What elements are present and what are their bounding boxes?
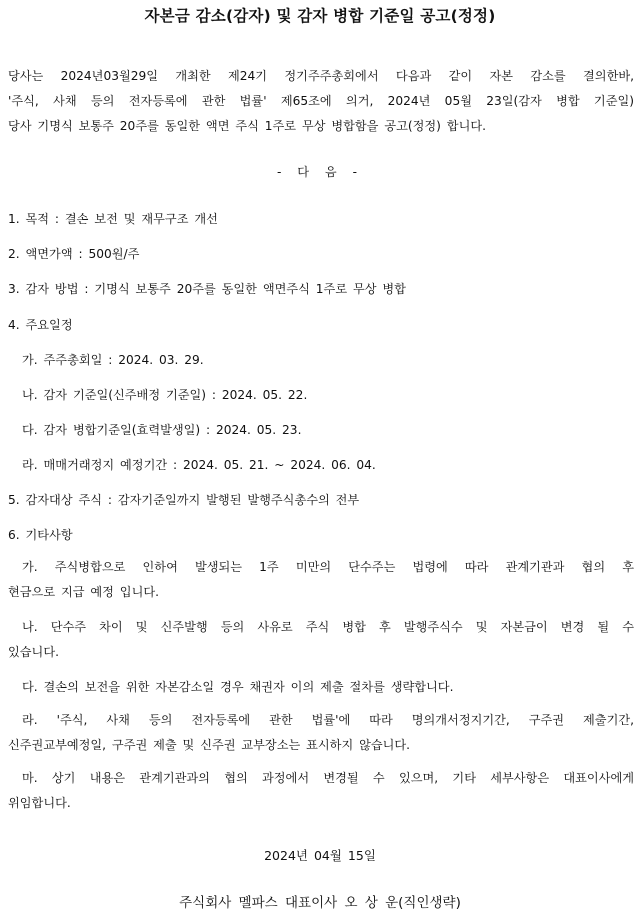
misc-item-ga: 가. 주식병합으로 인하여 발생되는 1주 미만의 단수주는 법령에 따라 관계기관과 협의 후 현금으로 지급 예정 입니다. — [8, 560, 634, 599]
item-schedule-heading: 4. 주요일정 — [8, 318, 73, 332]
schedule-item-meeting-date: 가. 주주총회일 : 2024. 03. 29. — [22, 353, 204, 367]
notice-signer: 주식회사 멜파스 대표이사 오 상 운(직인생략) — [179, 895, 461, 911]
section-divider-heading: - 다 음 - — [277, 165, 363, 179]
notice-title: 자본금 감소(감자) 및 감자 병합 기준일 공고(정정) — [144, 7, 496, 25]
intro-line-3: 당사 기명식 보통주 20주를 동일한 액면 주식 1주로 무상 병합함을 공고(정정) 합니다. — [8, 119, 486, 133]
item-par-value: 2. 액면가액 : 500원/주 — [8, 247, 140, 261]
item-misc-heading: 6. 기타사항 — [8, 528, 73, 542]
notice-date: 2024년 04월 15일 — [264, 848, 376, 863]
schedule-item-trading-halt: 라. 매매거래정지 예정기간 : 2024. 05. 21. ~ 2024. 06. 04. — [22, 458, 376, 472]
misc-item-ma: 마. 상기 내용은 관계기관과의 협의 과정에서 변경될 수 있으며, 기타 세부사항은 대표이사에게 위임합니다. — [8, 771, 634, 810]
misc-item-da: 다. 결손의 보전을 위한 자본감소일 경우 채권자 이의 제출 절차를 생략합니다. — [22, 680, 454, 694]
item-target-shares: 5. 감자대상 주식 : 감자기준일까지 발행된 발행주식총수의 전부 — [8, 493, 360, 507]
item-purpose: 1. 목적 : 결손 보전 및 재무구조 개선 — [8, 212, 218, 226]
misc-item-na: 나. 단수주 차이 및 신주발행 등의 사유로 주식 병합 후 발행주식수 및 자본금이 변경 될 수 있습니다. — [8, 620, 634, 659]
intro-line-2: '주식, 사채 등의 전자등록에 관한 법률' 제65조에 의거, 2024년 05월 23일(감자 병합 기준일) — [8, 94, 634, 108]
schedule-item-record-date: 나. 감자 기준일(신주배정 기준일) : 2024. 05. 22. — [22, 388, 308, 402]
item-method: 3. 감자 방법 : 기명식 보통주 20주를 동일한 액면주식 1주로 무상 병합 — [8, 282, 406, 296]
schedule-item-effective-date: 다. 감자 병합기준일(효력발생일) : 2024. 05. 23. — [22, 423, 302, 437]
intro-line-1: 당사는 2024년03월29일 개최한 제24기 정기주주총회에서 다음과 같이 자본 감소를 결의한바, — [8, 69, 634, 83]
misc-item-ra: 라. '주식, 사채 등의 전자등록에 관한 법률'에 따라 명의개서정지기간, 구주권 제출기간, 신주권교부예정일, 구주권 제출 및 신주권 교부장소는 표시하지 않습니다. — [8, 713, 634, 752]
